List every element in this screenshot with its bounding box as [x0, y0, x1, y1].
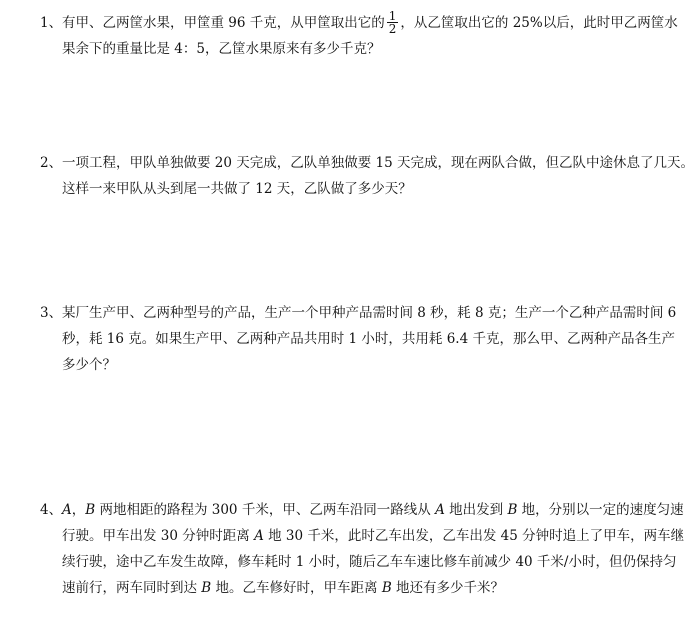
problem-number: 2、 [40, 155, 63, 171]
problem-number: 1、 [40, 15, 63, 31]
problem-1-line-1 [40, 9, 678, 36]
problem-text: 地还有多少千米？ [391, 580, 505, 596]
problem-4-line-3: 续行驶，途中乙车发生故障，修车耗时 1 小时，随后乙车车速比修车前减少 40 千米/小时，但仍保持匀 [62, 554, 677, 570]
problem-text: 地。乙车修好时，甲车距离 [211, 580, 382, 596]
problem-3 [40, 300, 677, 378]
fraction-one-half [387, 10, 399, 35]
problem-text: 一项工程，甲队单独做要 20 天完成，乙队单独做要 15 天完成，现在两队合做，但乙队中途休息了几天。 [62, 155, 694, 171]
fraction-numerator: 1 [388, 9, 397, 23]
problem-number: 3、 [40, 305, 63, 321]
problem-2-line-1 [40, 150, 694, 176]
problem-1 [40, 9, 678, 62]
problem-text: 地出发到 [444, 502, 508, 518]
point-b-label: B [85, 502, 96, 518]
problem-4-line-2 [40, 523, 685, 549]
problem-number: 4、 [40, 502, 63, 518]
problem-text: 速前行，两车同时到达 [62, 580, 202, 596]
problem-2 [40, 150, 694, 202]
point-b-label: B [381, 580, 392, 596]
problem-2-line-2: 这样一来甲队从头到尾一共做了 12 天，乙队做了多少天？ [62, 181, 412, 197]
point-b-label: B [507, 502, 518, 518]
point-b-label: B [201, 580, 212, 596]
problem-3-line-2: 秒，耗 16 克。如果生产甲、乙两种产品共用时 1 小时，共用耗 6.4 千克，那么甲、乙两种产品各生产 [62, 331, 675, 347]
problem-4 [40, 497, 685, 601]
problem-text: 两地相距的路程为 300 千米，甲、乙两车沿同一路线从 [95, 502, 436, 518]
point-a-label: A [435, 502, 445, 518]
problem-text: 地，分别以一定的速度匀速 [517, 502, 684, 518]
problem-text: 行驶。甲车出发 30 分钟时距离 [62, 528, 255, 544]
problem-4-line-4 [40, 575, 620, 601]
problem-text: 有甲、乙两筐水果，甲筐重 96 千克，从甲筐取出它的 [62, 15, 385, 31]
problem-1-line-2: 果余下的重量比是 4：5，乙筐水果原来有多少千克？ [62, 41, 381, 57]
point-a-label: A [254, 528, 264, 544]
problem-text: 某厂生产甲、乙两种型号的产品，生产一个甲种产品需时间 8 秒，耗 8 克；生产一个乙种产品需时间 6 [62, 305, 677, 321]
point-a-label: A [62, 502, 72, 518]
problem-3-line-3: 多少个？ [62, 357, 116, 373]
problem-text: ， [71, 502, 86, 518]
problem-text: 地 30 千米，此时乙车出发，乙车出发 45 分钟时追上了甲车，两车继 [263, 528, 685, 544]
problem-3-line-1 [40, 300, 677, 326]
fraction-denominator: 2 [388, 22, 397, 36]
problem-text: ，从乙筐取出它的 25%以后，此时甲乙两筐水 [400, 15, 678, 31]
problem-4-line-1 [40, 497, 684, 523]
